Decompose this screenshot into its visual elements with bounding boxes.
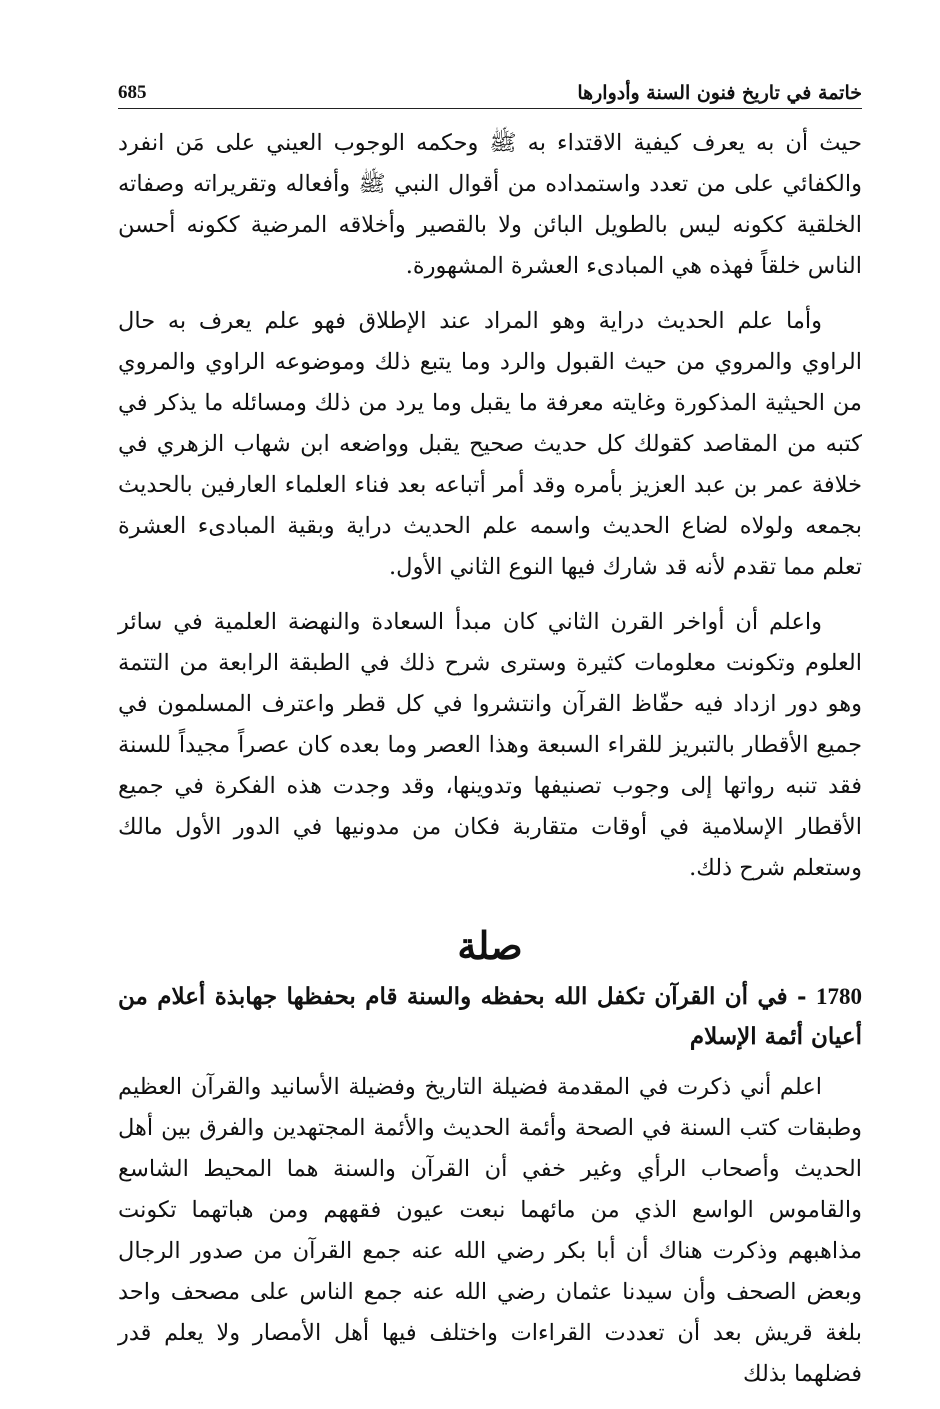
section-title: صلة xyxy=(457,923,523,968)
section-paragraph: اعلم أني ذكرت في المقدمة فضيلة التاريخ وفضيلة الأسانيد والقرآن العظيم وطبقات كتب السنة في الصحة وأئمة الحديث والأئمة المجتهدين والفرق بين أهل الحديث وأصحاب الرأي وغير خفي أن القرآن والسنة هما المحيط الشاسع والقاموس الواسع الذي من مائهما نبعت عيون فقههم ومن هباتهما تكونت مذاهبهم وذكرت هناك أن أبا بكر رضي الله عنه جمع القرآن من صدور الرجال وبعض الصحف وأن سيدنا عثمان رضي الله عنه جمع الناس على مصحف واحد بلغة قريش بعد أن تعددت القراءات واختلف فيها أهل الأمصار ولا يعلم قدر فضلهما بذلك xyxy=(118,1074,862,1387)
book-page xyxy=(118,74,862,1409)
paragraph-3: واعلم أن أواخر القرن الثاني كان مبدأ السعادة والنهضة العلمية في سائر العلوم وتكونت معلومات كثيرة وسترى شرح ذلك في الطبقة الرابعة من التتمة وهو دور ازداد فيه حفّاظ القرآن وانتشروا في كل قطر واعترف المسلمون في جميع الأقطار بالتبريز للقراء السبعة وهذا العصر وما بعده كان عصراً مجيداً للسنة فقد تنبه رواتها إلى وجوب تصنيفها وتدوينها، وقد وجدت هذه الفكرة في جميع الأقطار الإسلامية في أوقات متقاربة فكان من مدونيها في الدور الأول مالك وستعلم شرح ذلك. xyxy=(118,609,862,881)
paragraph-2: وأما علم الحديث دراية وهو المراد عند الإطلاق فهو علم يعرف به حال الراوي والمروي من حيث القبول والرد وما يتبع ذلك وموضوعه الراوي والمروي من الحيثية المذكورة وغايته معرفة ما يقبل وما يرد من ذلك ومسائله ما يذكر في كتبه من المقاصد كقولك كل حديث صحيح يقبل وواضعه ابن شهاب الزهري في خلافة عمر بن عبد العزيز بأمره وقد أمر أتباعه بعد فناء العلماء العارفين بالحديث بجمعه ولولاه لضاع الحديث واسمه علم الحديث دراية وبقية المبادىء العشرة تعلم مما تقدم لأنه قد شارك فيها النوع الثاني الأول. xyxy=(118,308,862,580)
running-header xyxy=(118,74,862,109)
running-title: خاتمة في تاريخ فنون السنة وأدوارها xyxy=(577,82,862,104)
entry-heading-text: - في أن القرآن تكفل الله بحفظه والسنة قام بحفظها جهابذة أعلام من أعيان أئمة الإسلام xyxy=(118,983,862,1050)
page-number: 685 xyxy=(118,82,147,103)
paragraph-1: حيث أن به يعرف كيفية الاقتداء به ﷺ وحكمه الوجوب العيني على مَن انفرد والكفائي على من تعدد واستمداده من أقوال النبي ﷺ وأفعاله وتقريراته وصفاته الخلقية ككونه ليس بالطويل البائن ولا بالقصير وأخلاقه المرضية ككونه أحسن الناس خلقاً فهذه هي المبادىء العشرة المشهورة. xyxy=(118,130,862,279)
entry-heading xyxy=(118,977,862,1057)
body-text xyxy=(118,123,862,1395)
entry-number: 1780 xyxy=(816,984,862,1009)
